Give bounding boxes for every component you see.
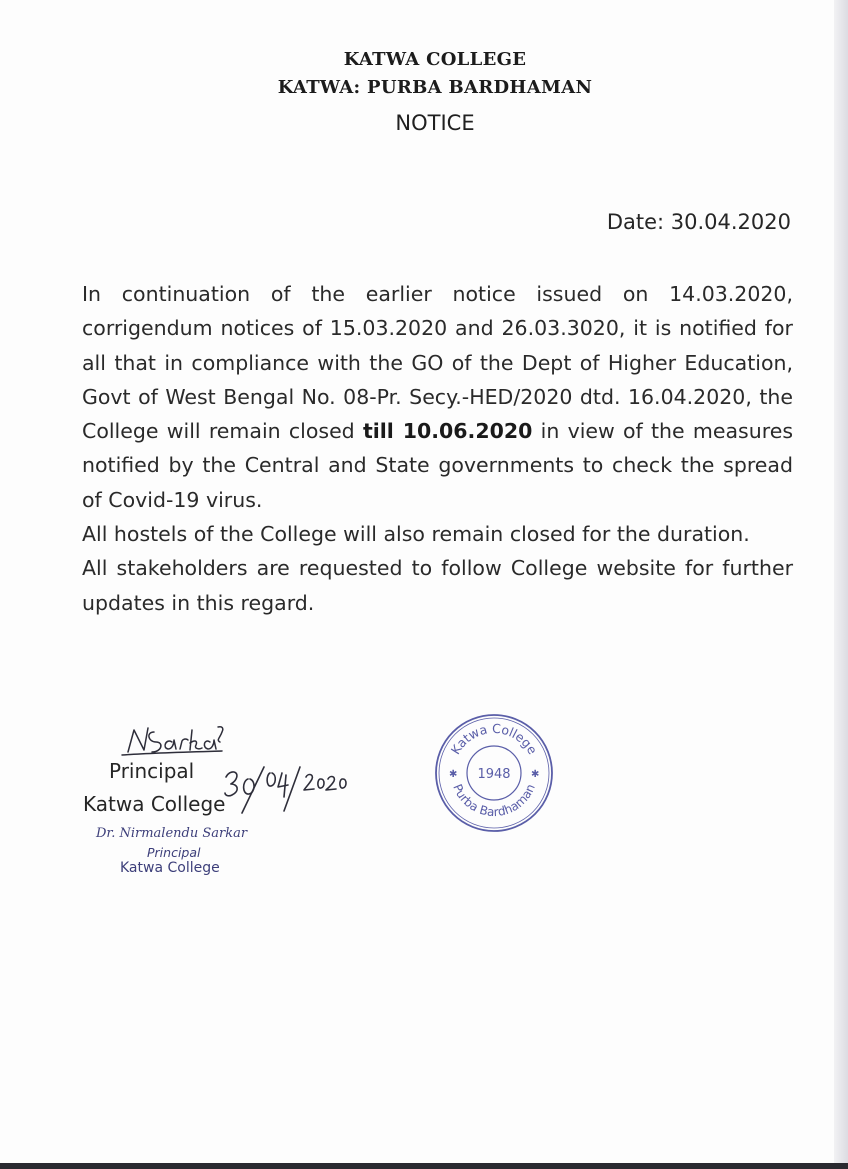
notice-title: NOTICE: [395, 111, 475, 135]
closure-text-start: In continuation of the earlier notice issued on 14.03.2020, corrigendum notices of 15.03.2020 and 26.03.3020, it is notified for all that in compliance with the GO of the Dept of Higher Education, Govt of West Bengal No. 08-Pr. Secy.-HED/2020 dtd. 16.04.2020, the College will remain closed: [82, 282, 793, 444]
seal-text-bottom: Purba Bardhaman: [450, 781, 538, 820]
seal-year: 1948: [477, 767, 511, 782]
svg-text:✱: ✱: [449, 769, 458, 780]
closure-deadline: till 10.06.2020: [362, 419, 533, 444]
college-seal: [433, 712, 555, 834]
signatory-role: Principal: [109, 759, 195, 783]
institution-name: KATWA COLLEGE: [343, 49, 527, 70]
scan-bottom-border: [0, 1163, 848, 1169]
handwritten-date: [222, 763, 352, 815]
notice-body: [82, 277, 793, 620]
closure-text-end: in view of the measures notified by the Central and State governments to check the spread of Covid-19 virus.: [82, 419, 793, 512]
paragraph-hostels: All hostels of the College will also remain closed for the duration.: [82, 522, 750, 547]
paragraph-updates: All stakeholders are requested to follow College website for further updates in this regard.: [82, 556, 793, 615]
stamp-signatory-title: Principal: [147, 845, 201, 860]
stamp-college-name: Katwa College: [120, 860, 220, 876]
notice-date: Date: 30.04.2020: [606, 210, 791, 234]
handwritten-signature: [118, 722, 228, 758]
svg-text:✱: ✱: [531, 769, 540, 780]
seal-text-top: Katwa College: [447, 720, 541, 757]
svg-text:Katwa College: [448, 721, 541, 757]
signatory-college: Katwa College: [83, 792, 226, 816]
page-edge-shadow: [834, 0, 848, 1169]
stamp-signatory-name: Dr. Nirmalendu Sarkar: [96, 826, 248, 841]
paragraph-closure: [82, 277, 793, 517]
institution-location: KATWA: PURBA BARDHAMAN: [277, 77, 593, 98]
